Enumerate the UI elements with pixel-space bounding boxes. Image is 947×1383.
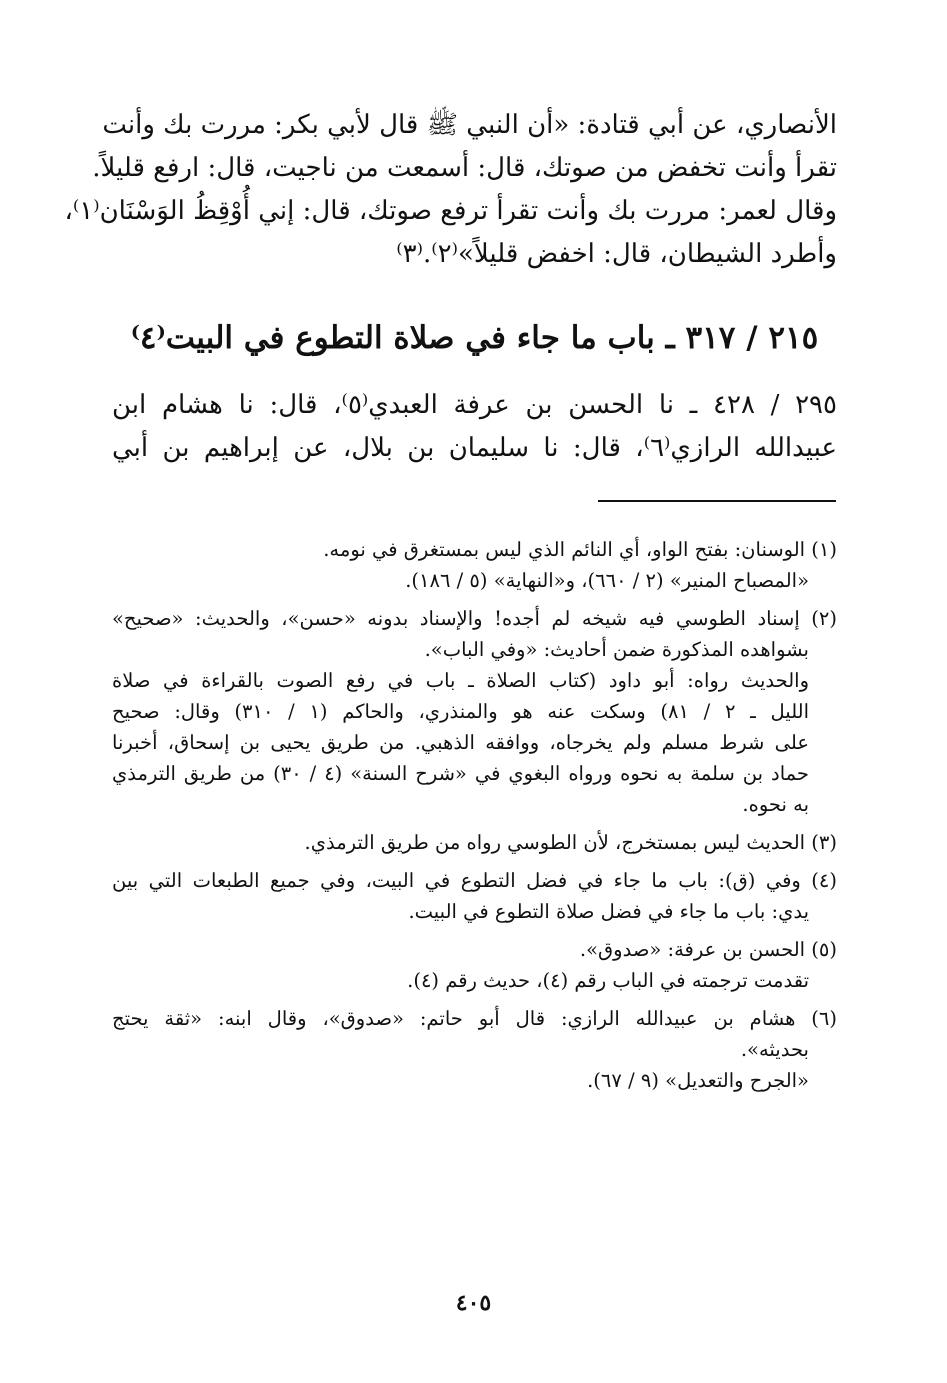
footnote-4 [112,865,837,927]
footnote-line: (٤) وفي (ق): باب ما جاء في فضل التطوع في البيت، وفي جميع الطبعات التي بين [112,869,837,892]
chapter-heading: ٢١٥ / ٣١٧ ـ باب ما جاء في صلاة التطوع في البيت⁽٤⁾ [130,320,819,356]
footnote-line: (٣) الحديث ليس بمستخرج، لأن الطوسي رواه من طريق الترمذي. [304,831,837,854]
footnote-line: به نحوه. [742,793,809,816]
page-number: ٤٠٥ [455,1290,492,1316]
footnote-line: (١) الوسنان: بفتح الواو، أي النائم الذي ليس بمستغرق في نومه. [323,538,837,561]
body-line: ٢٩٥ / ٤٢٨ ـ نا الحسن بن عرفة العبدي⁽٥⁾، قال: نا هشام ابن [112,390,837,420]
footnote-line: بشواهده المذكورة ضمن أحاديث: «وفي الباب». [424,638,809,661]
footnote-line: «الجرح والتعديل» (٩ / ٦٧). [587,1069,809,1092]
footnote-line: يدي: باب ما جاء في فضل صلاة التطوع في البيت. [408,900,809,923]
footnote-line: (٥) الحسن بن عرفة: «صدوق». [579,938,837,961]
footnote-gap [112,996,837,1003]
footnote-line: والحديث رواه: أبو داود (كتاب الصلاة ـ باب في رفع الصوت بالقراءة في صلاة [112,669,809,692]
footnotes [112,534,837,1096]
footnote-line: (٢) إسناد الطوسي فيه شيخه لم أجده! والإسناد بدونه «حسن»، والحديث: «صحيح» [112,607,837,630]
footnote-gap [112,858,837,865]
footnote-gap [112,927,837,934]
footnote-5 [112,934,837,996]
body-line: وقال لعمر: مررت بك وأنت تقرأ ترفع صوتك، قال: إني أُوْقِظُ الوَسْنَان⁽١⁾، [64,196,837,226]
footnote-line: (٦) هشام بن عبيدالله الرازي: قال أبو حاتم: «صدوق»، وقال ابنه: «ثقة يحتج [112,1007,837,1030]
footnote-line: تقدمت ترجمته في الباب رقم (٤)، حديث رقم (٤). [407,969,809,992]
footnote-line: الليل ـ ٢ / ٨١) وسكت عنه هو والمنذري، والحاكم (١ / ٣١٠) وقال: صحيح [112,700,810,723]
footnote-separator [598,500,836,502]
footnote-line: على شرط مسلم ولم يخرجاه، ووافقه الذهبي. من طريق يحيى بن إسحاق، أخبرنا [112,731,809,754]
main-text-bottom [112,384,837,470]
body-line: الأنصاري، عن أبي قتادة: «أن النبي ﷺ قال لأبي بكر: مررت بك وأنت [102,110,837,140]
main-text-top [64,104,837,276]
footnote-line: حماد بن سلمة به نحوه ورواه البغوي في «شرح السنة» (٤ / ٣٠) من طريق الترمذي [112,762,809,785]
footnote-6 [112,1003,837,1096]
footnote-line: بحديثه». [740,1038,809,1061]
footnote-2 [112,603,837,820]
footnote-gap [112,820,837,827]
body-line: تقرأ وأنت تخفض من صوتك، قال: أسمعت من ناجيت، قال: ارفع قليلاً. [92,153,837,183]
footnote-3 [112,827,837,858]
footnote-line: «المصباح المنير» (٢ / ٦٦٠)، و«النهاية» (٥ / ١٨٦). [405,569,809,592]
footnote-1 [112,534,837,596]
body-line: وأطرد الشيطان، قال: اخفض قليلاً»⁽٢⁾.⁽٣⁾ [396,239,837,269]
body-line: عبيدالله الرازي⁽٦⁾، قال: نا سليمان بن بلال، عن إبراهيم بن أبي [112,433,837,463]
footnote-gap [112,596,837,603]
